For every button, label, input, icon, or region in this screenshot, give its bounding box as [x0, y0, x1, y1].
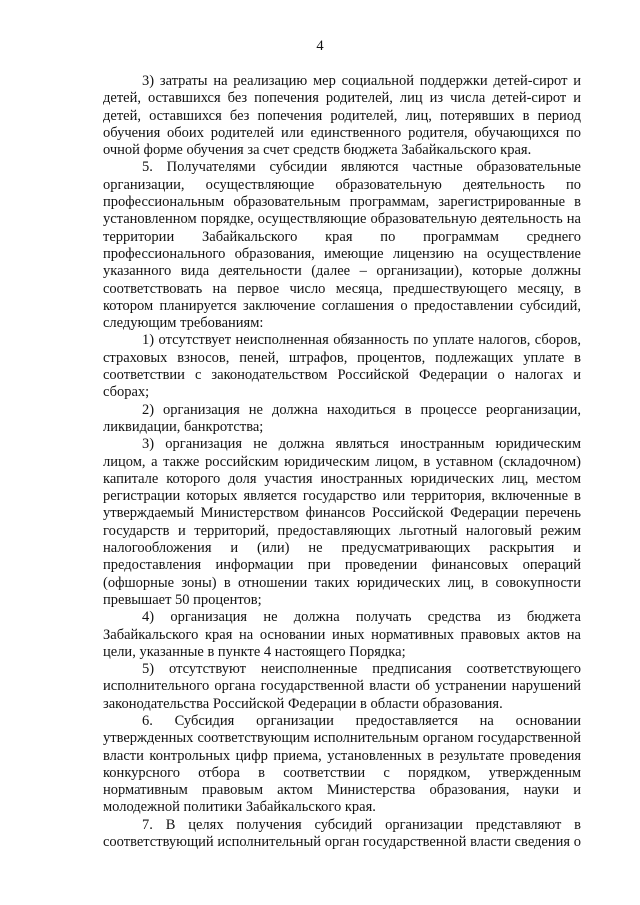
requirement-3-not-foreign-entity: 3) организация не должна являться иностранным юридическим лицом, а также российским юридическим лицом, в уставном (складочном) капитале которого доля участия иностранных юридических лиц, местом регистрации которых является государство или территория, включенные в утверждаемый Министерством финансов Российской Федерации перечень государств и территорий, предоставляющих льготный налоговый режим налогообложения и (или) не предусматривающих раскрытия и предоставления информации при проведении финансовых операций (офшорные зоны) в отношении таких юридических лиц, в совокупности превышает 50 процентов;	[103, 436, 581, 608]
paragraph-item-3-costs: 3) затраты на реализацию мер социальной поддержки детей-сирот и детей, оставшихся без попечения родителей, лиц из числа детей-сирот и детей, оставшихся без попечения родителей, лиц, потерявших в период обучения обоих родителей или единственного родителя, обучающихся по очной форме обучения за счет средств бюджета Забайкальского края.	[103, 73, 581, 159]
requirement-5-no-unfulfilled-orders: 5) отсутствуют неисполненные предписания соответствующего исполнительного органа государственной власти об устранении нарушений законодательства Российской Федерации в области образования.	[103, 661, 581, 712]
paragraph-5-subsidy-recipients: 5. Получателями субсидии являются частные образовательные организации, осуществляющие образовательную деятельность по профессиональным образовательным программам, зарегистрированные в установленном порядке, осуществляющие образовательную деятельность на территории Забайкальского края по программам среднего профессионального образования, имеющие лицензию на осуществление указанного вида деятельности (далее – организации), которые должны соответствовать на первое число месяца, предшествующего месяцу, в котором планируется заключение соглашения о предоставлении субсидий, следующим требованиям:	[103, 159, 581, 332]
document-body	[103, 73, 581, 851]
requirement-2-no-reorganization: 2) организация не должна находиться в процессе реорганизации, ликвидации, банкротства;	[103, 401, 581, 435]
paragraph-7-documents: 7. В целях получения субсидий организации представляют в соответствующий исполнительный орган государственной власти сведения о	[103, 816, 581, 851]
requirement-4-no-other-budget-funds: 4) организация не должна получать средства из бюджета Забайкальского края на основании иных нормативных правовых актов на цели, указанные в пункте 4 настоящего Порядка;	[103, 609, 581, 660]
paragraph-6-subsidy-basis: 6. Субсидия организации предоставляется на основании утвержденных соответствующим исполнительным органом государственной власти контрольных цифр приема, установленных в результате проведения конкурсного отбора в соответствии с порядком, утвержденным нормативным правовым актом Министерства образования, науки и молодежной политики Забайкальского края.	[103, 712, 581, 816]
requirement-1-no-tax-debts: 1) отсутствует неисполненная обязанность по уплате налогов, сборов, страховых взносов, пеней, штрафов, процентов, подлежащих уплате в соответствии с законодательством Российской Федерации о налогах и сборах;	[103, 332, 581, 401]
page-number: 4	[316, 38, 324, 54]
